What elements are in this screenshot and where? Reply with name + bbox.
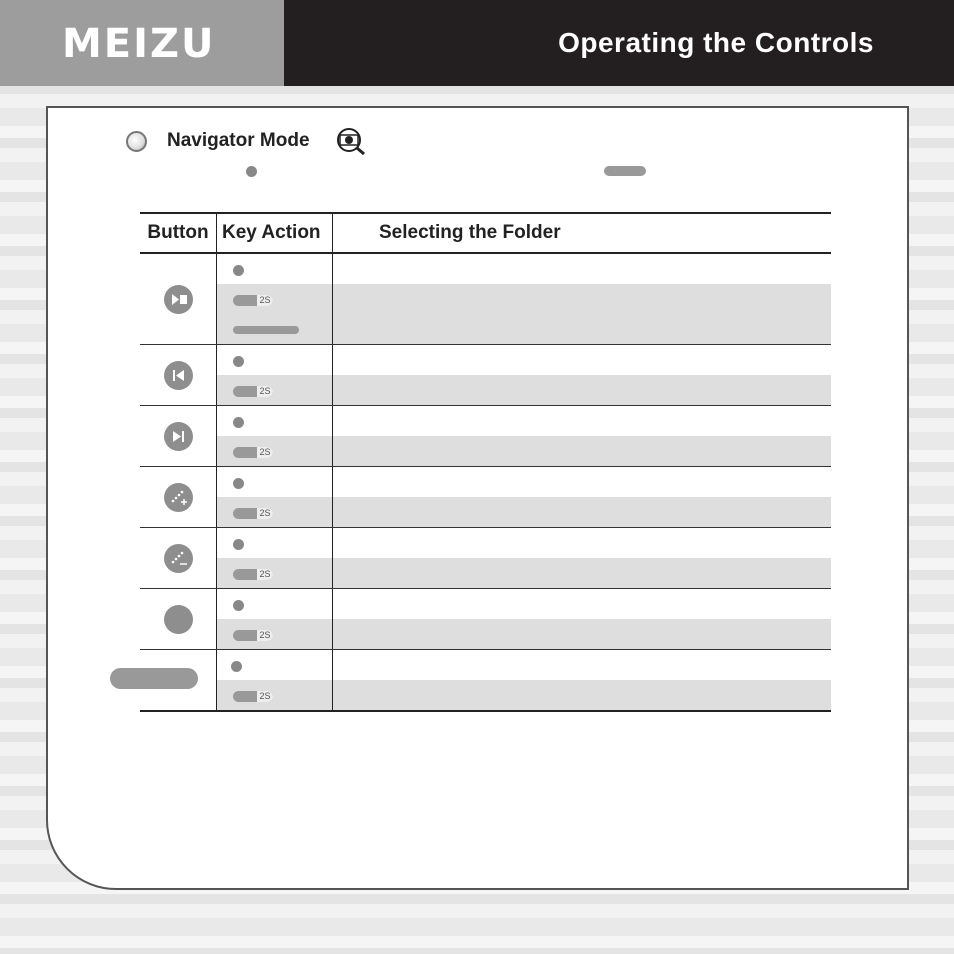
description-cell [333, 467, 832, 498]
key-action-cell [217, 406, 333, 437]
mode-heading [126, 128, 368, 154]
table-row [140, 528, 831, 559]
description-cell [333, 497, 832, 528]
content-panel [46, 106, 909, 890]
short-press-icon [231, 661, 242, 672]
description-cell [333, 436, 832, 467]
key-action-cell [217, 253, 333, 284]
hold-press-icon [233, 691, 273, 702]
description-cell [333, 558, 832, 589]
description-cell [333, 406, 832, 437]
hold-marker: 2S [257, 386, 273, 397]
key-action-cell [217, 680, 333, 711]
hold-press-icon [233, 295, 273, 306]
hold-press-icon [233, 630, 273, 641]
table-row [140, 406, 831, 437]
key-action-cell [217, 375, 333, 406]
short-press-legend-icon [246, 166, 257, 177]
short-press-icon [233, 417, 244, 428]
column-header-button: Button [140, 213, 217, 253]
key-action-cell [217, 589, 333, 620]
long-button-cell [140, 650, 217, 712]
page-title: Operating the Controls [558, 27, 874, 58]
navigator-mode-icon [334, 126, 368, 156]
center-button-icon [164, 605, 193, 634]
table-row [140, 558, 831, 589]
table-row [140, 680, 831, 711]
table-row [140, 619, 831, 650]
description-cell [333, 528, 832, 559]
table-row [140, 314, 831, 345]
key-action-cell [217, 314, 333, 345]
hold-press-icon [233, 569, 273, 580]
key-action-cell [217, 650, 333, 681]
play-pause-button-cell [140, 253, 217, 345]
table-row [140, 436, 831, 467]
description-cell [333, 680, 832, 711]
table-row [140, 497, 831, 528]
key-action-cell [217, 497, 333, 528]
short-press-icon [233, 539, 244, 550]
hold-press-icon [233, 386, 273, 397]
long-press-icon [233, 326, 299, 334]
next-button-cell [140, 406, 217, 467]
short-press-icon [233, 356, 244, 367]
hold-press-icon [233, 447, 273, 458]
description-cell [333, 314, 832, 345]
play-pause-icon [164, 285, 193, 314]
table-row [140, 650, 831, 681]
hold-press-icon [233, 508, 273, 519]
short-press-icon [233, 600, 244, 611]
column-header-description: Selecting the Folder [333, 213, 832, 253]
description-cell [333, 619, 832, 650]
previous-track-icon [164, 361, 193, 390]
description-cell [333, 375, 832, 406]
center-button-cell [140, 589, 217, 650]
table-row [140, 589, 831, 620]
description-cell [333, 650, 832, 681]
description-cell [333, 284, 832, 314]
controls-table [140, 212, 831, 712]
long-press-legend-icon [604, 166, 646, 176]
table-row [140, 467, 831, 498]
previous-button-cell [140, 345, 217, 406]
brand-logo: MEIZU [62, 21, 216, 67]
short-press-icon [233, 265, 244, 276]
volume-down-icon [164, 544, 193, 573]
header-title-area [284, 0, 954, 86]
hold-marker: 2S [257, 569, 273, 580]
key-action-cell [217, 284, 333, 314]
key-action-cell [217, 619, 333, 650]
hold-marker: 2S [257, 630, 273, 641]
volume-up-button-cell [140, 467, 217, 528]
hold-marker: 2S [257, 508, 273, 519]
volume-up-icon [164, 483, 193, 512]
mode-label: Navigator Mode [167, 130, 310, 151]
short-press-icon [233, 478, 244, 489]
table-row [140, 253, 831, 284]
table-row [140, 284, 831, 314]
description-cell [333, 589, 832, 620]
volume-down-button-cell [140, 528, 217, 589]
key-action-cell [217, 467, 333, 498]
key-action-cell [217, 528, 333, 559]
column-header-key-action: Key Action [217, 213, 333, 253]
key-action-cell [217, 436, 333, 467]
hold-marker: 2S [257, 691, 273, 702]
hold-marker: 2S [257, 295, 273, 306]
hold-marker: 2S [257, 447, 273, 458]
description-cell [333, 253, 832, 284]
radio-bullet-icon [126, 131, 147, 152]
table-row [140, 375, 831, 406]
table-row [140, 345, 831, 376]
key-action-cell [217, 558, 333, 589]
next-track-icon [164, 422, 193, 451]
description-cell [333, 345, 832, 376]
header-logo-area [0, 0, 284, 86]
long-button-icon [110, 668, 198, 689]
key-action-cell [217, 345, 333, 376]
